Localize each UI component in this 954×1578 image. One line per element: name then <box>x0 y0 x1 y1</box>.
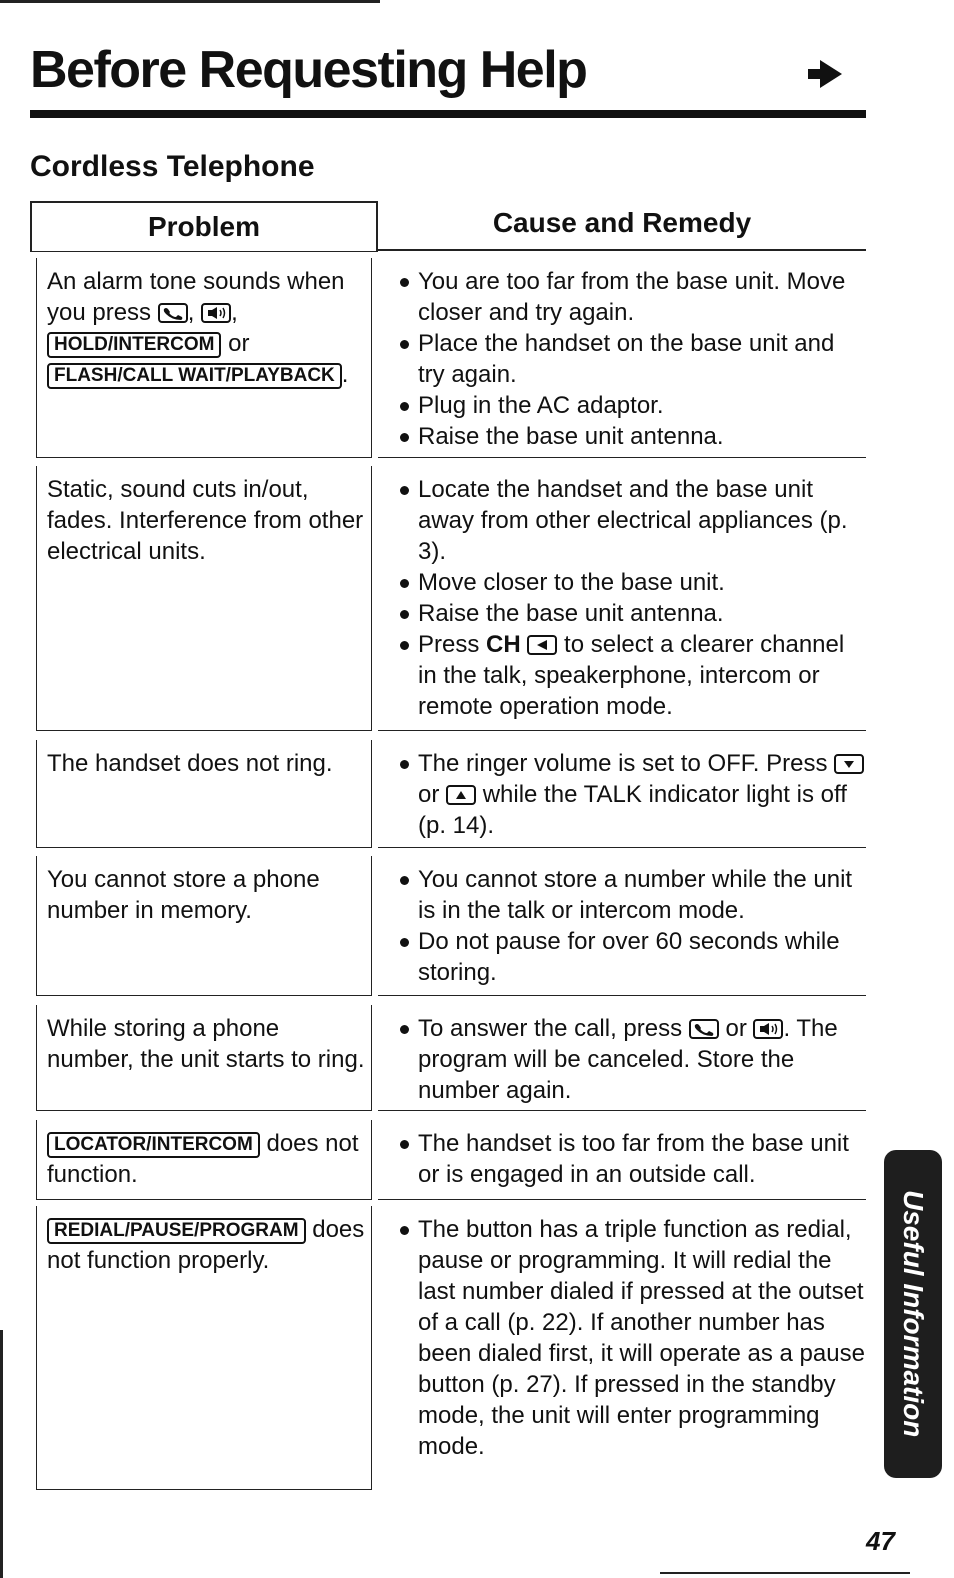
problem-cell: The handset does not ring. <box>36 740 372 848</box>
cause-column-header: Cause and Remedy <box>378 201 866 251</box>
bottom-rule <box>660 1572 910 1574</box>
remedy-item: Press CH to select a clearer channel in the talk, speakerphone, intercom or remote operation mode. <box>400 629 866 722</box>
remedy-item: The button has a triple function as redial, pause or programming. It will redial the last number dialed if pressed at the outset of a call (p. 22). If another number has been dialed first, it will operate as a pause button (p. 27). If pressed in the standby mode, the unit will enter programming mode. <box>400 1214 866 1462</box>
up-triangle-key-icon <box>446 785 476 805</box>
left-edge-rule <box>0 1330 3 1578</box>
table-header <box>30 201 866 251</box>
remedy-item: To answer the call, press or . The program will be canceled. Store the number again. <box>400 1013 866 1106</box>
section-side-tab <box>884 1150 942 1478</box>
remedy-item: Raise the base unit antenna. <box>400 421 866 452</box>
remedy-cell <box>378 1206 866 1490</box>
remedy-cell <box>378 258 866 458</box>
remedy-item: Raise the base unit antenna. <box>400 598 866 629</box>
speakerphone-icon <box>201 303 231 323</box>
redial-pause-program-key: REDIAL/PAUSE/PROGRAM <box>47 1218 306 1244</box>
page-number: 47 <box>866 1526 895 1556</box>
down-triangle-key-icon <box>834 754 864 774</box>
problem-cell: Static, sound cuts in/out, fades. Interference from other electrical units. <box>36 466 372 731</box>
remedy-item: You cannot store a number while the unit is in the talk or intercom mode. <box>400 864 866 926</box>
remedy-cell <box>378 1120 866 1200</box>
problem-cell: LOCATOR/INTERCOM does not function. <box>36 1120 372 1200</box>
remedy-item: You are too far from the base unit. Move closer and try again. <box>400 266 866 328</box>
top-rule <box>0 0 380 3</box>
remedy-cell <box>378 466 866 731</box>
remedy-item: The handset is too far from the base unit or is engaged in an outside call. <box>400 1128 866 1190</box>
remedy-item: Locate the handset and the base unit away from other electrical appliances (p. 3). <box>400 474 866 567</box>
remedy-cell <box>378 856 866 996</box>
remedy-cell <box>378 740 866 848</box>
remedy-item: The ringer volume is set to OFF. Press or while the TALK indicator light is off (p. 14). <box>400 748 866 841</box>
page-title: Before Requesting Help <box>30 41 587 99</box>
side-tab-label: Useful Information <box>898 1190 929 1438</box>
remedy-item: Do not pause for over 60 seconds while storing. <box>400 926 866 988</box>
problem-cell: While storing a phone number, the unit starts to ring. <box>36 1005 372 1111</box>
locator-intercom-key: LOCATOR/INTERCOM <box>47 1132 260 1158</box>
phone-talk-icon <box>158 303 188 323</box>
problem-cell: REDIAL/PAUSE/PROGRAM does not function properly. <box>36 1206 372 1490</box>
flash-call-wait-playback-key: FLASH/CALL WAIT/PLAYBACK <box>47 363 342 389</box>
remedy-item: Plug in the AC adaptor. <box>400 390 866 421</box>
problem-column-header: Problem <box>30 201 378 252</box>
hold-intercom-key: HOLD/INTERCOM <box>47 332 221 358</box>
title-rule <box>30 110 866 118</box>
speakerphone-icon <box>753 1019 783 1039</box>
remedy-item: Place the handset on the base unit and try again. <box>400 328 866 390</box>
section-heading: Cordless Telephone <box>30 150 315 183</box>
problem-cell: You cannot store a phone number in memory. <box>36 856 372 996</box>
problem-cell: An alarm tone sounds when you press , , HOLD/INTERCOM or FLASH/CALL WAIT/PLAYBACK . <box>36 258 372 458</box>
right-arrow-icon <box>808 60 842 88</box>
remedy-cell <box>378 1005 866 1111</box>
phone-talk-icon <box>689 1019 719 1039</box>
left-triangle-key-icon <box>527 635 557 655</box>
remedy-item: Move closer to the base unit. <box>400 567 866 598</box>
